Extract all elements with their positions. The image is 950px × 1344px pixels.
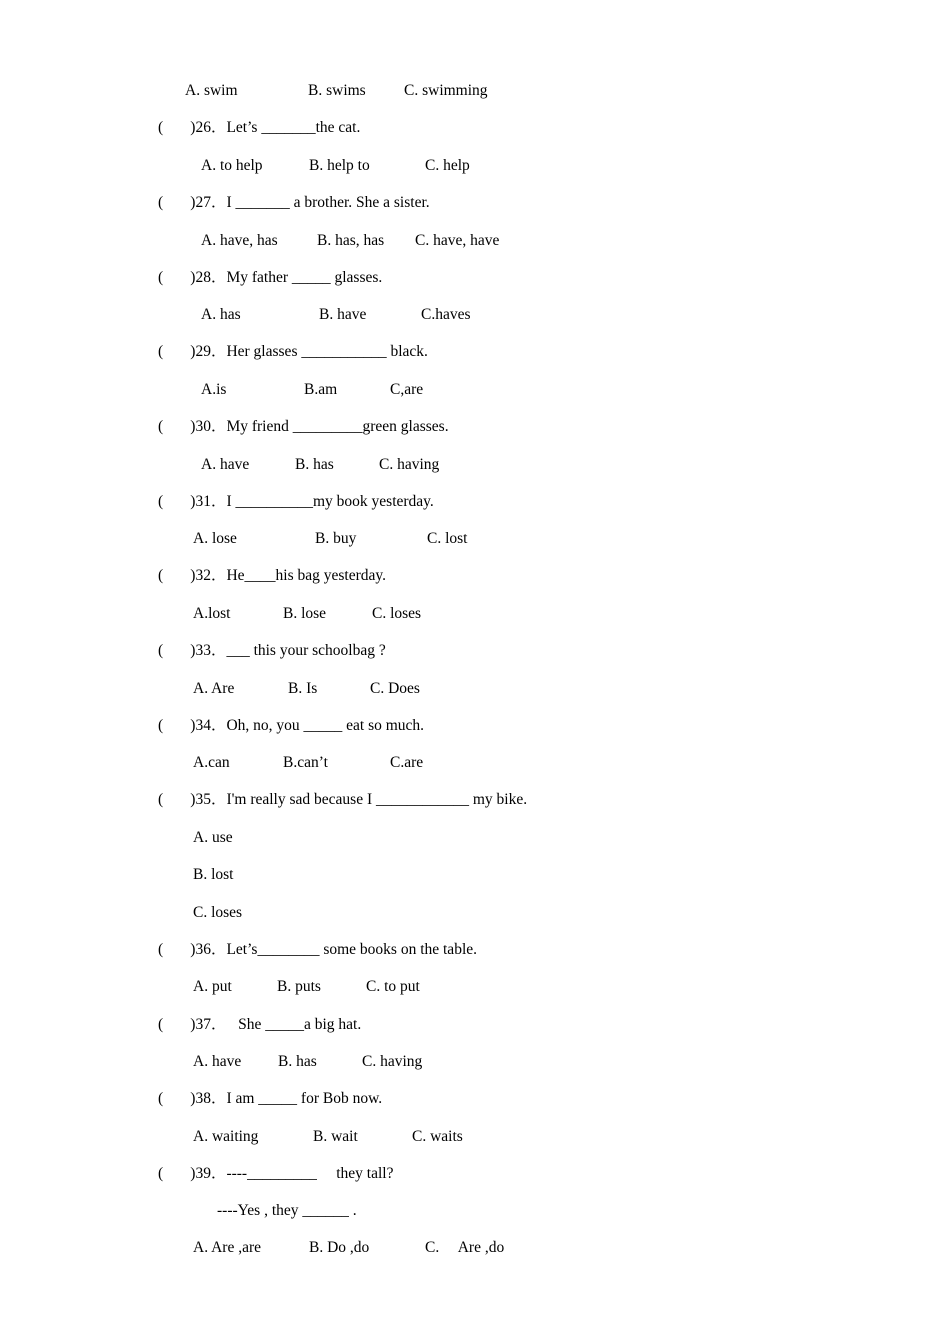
question-32: ( )32．He____his bag yesterday.: [158, 567, 386, 584]
question-36: ( )36．Let’s________ some books on the table.: [158, 941, 477, 958]
option-c: C. loses: [372, 605, 422, 622]
option-a: A. have: [201, 456, 250, 473]
option-b: B. wait: [313, 1128, 358, 1145]
question-34: ( )34．Oh, no, you _____ eat so much.: [158, 717, 425, 734]
option-a: A. swim: [185, 82, 238, 99]
option-b: B. buy: [315, 530, 357, 547]
option-a: A. has: [201, 306, 241, 323]
question-26: ( )26．Let’s _______the cat.: [158, 119, 361, 136]
option-c: C. loses: [193, 904, 243, 921]
option-a: A. use: [193, 829, 233, 846]
question-28: ( )28．My father _____ glasses.: [158, 269, 383, 286]
option-a: A. Are ,are: [193, 1239, 261, 1256]
option-b: B. has, has: [317, 232, 385, 249]
option-b: B. Is: [288, 680, 318, 697]
question-35: ( )35．I'm really sad because I ____________ my bike.: [158, 791, 528, 808]
option-c: C. waits: [412, 1128, 463, 1145]
question-39-reply: ----Yes , they ______ .: [217, 1202, 357, 1219]
option-a: A. lose: [193, 530, 237, 547]
option-c: C. lost: [427, 530, 468, 547]
option-b: B. puts: [277, 978, 321, 995]
option-b: B.am: [304, 381, 338, 398]
option-c: C. Are ,do: [425, 1239, 505, 1256]
option-c: C.haves: [421, 306, 471, 323]
option-a: A.can: [193, 754, 230, 771]
option-c: C.are: [390, 754, 424, 771]
option-b: B. Do ,do: [309, 1239, 370, 1256]
question-27: ( )27．I _______ a brother. She a sister.: [158, 194, 430, 211]
option-b: B. help to: [309, 157, 370, 174]
option-a: A. Are: [193, 680, 235, 697]
option-c: C. help: [425, 157, 470, 174]
question-31: ( )31．I __________my book yesterday.: [158, 493, 434, 510]
question-39: ( )39．----_________ they tall?: [158, 1165, 394, 1182]
option-c: C,are: [390, 381, 424, 398]
question-33: ( )33．___ this your schoolbag ?: [158, 642, 386, 659]
option-a: A. waiting: [193, 1128, 259, 1145]
option-b: B.can’t: [283, 754, 328, 771]
option-a: A.lost: [193, 605, 231, 622]
option-b: B. swims: [308, 82, 366, 99]
question-30: ( )30．My friend _________green glasses.: [158, 418, 449, 435]
option-b: B. have: [319, 306, 367, 323]
option-b: B. lost: [193, 866, 234, 883]
option-c: C. swimming: [404, 82, 488, 99]
option-b: B. has: [278, 1053, 317, 1070]
option-c: C. having: [379, 456, 440, 473]
question-29: ( )29．Her glasses ___________ black.: [158, 343, 428, 360]
question-38: ( )38．I am _____ for Bob now.: [158, 1090, 383, 1107]
option-b: B. has: [295, 456, 334, 473]
option-b: B. lose: [283, 605, 327, 622]
option-a: A. have, has: [201, 232, 278, 249]
option-a: A. put: [193, 978, 232, 995]
option-c: C. to put: [366, 978, 420, 995]
option-c: C. Does: [370, 680, 420, 697]
option-a: A. have: [193, 1053, 242, 1070]
option-c: C. have, have: [415, 232, 500, 249]
option-a: A.is: [201, 381, 227, 398]
option-a: A. to help: [201, 157, 263, 174]
option-c: C. having: [362, 1053, 423, 1070]
question-37: ( )37． She _____a big hat.: [158, 1016, 362, 1033]
